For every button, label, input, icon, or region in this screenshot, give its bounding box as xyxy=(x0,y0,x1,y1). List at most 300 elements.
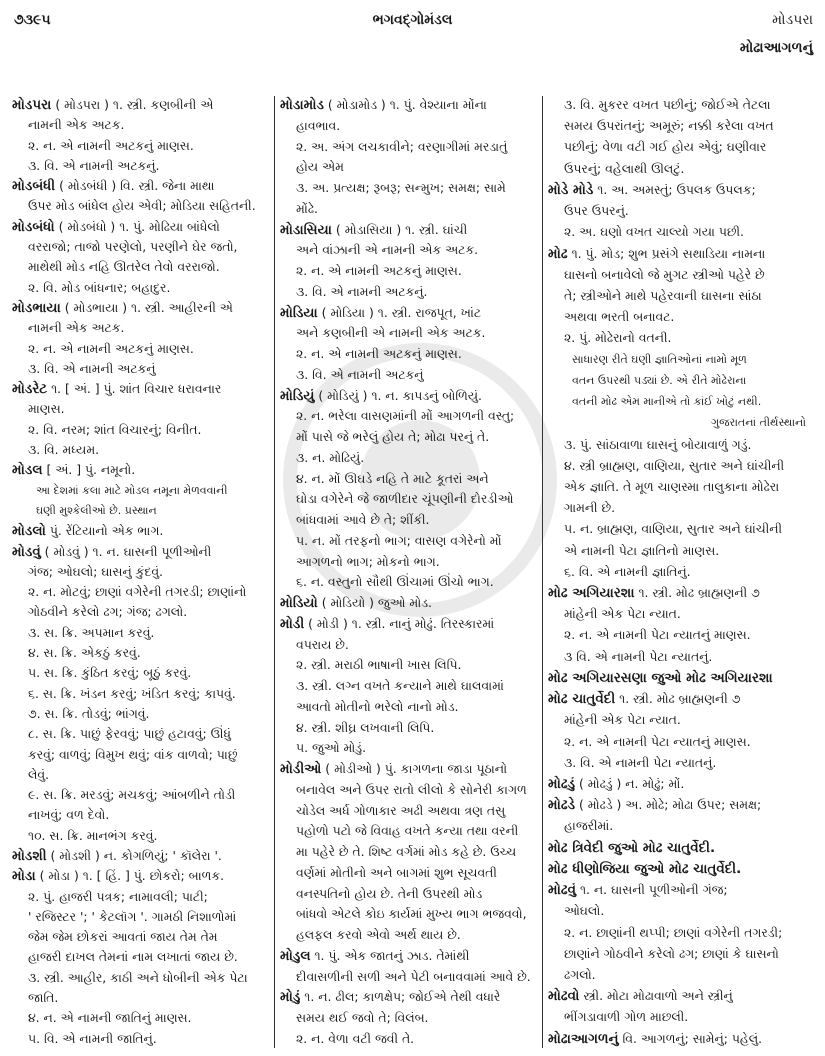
definition-text: ૨. ન. એ નામની અટકનું માણસ. xyxy=(28,137,194,153)
definition-text: કરવું; વાળવું; વિમુખ થવું; વાંક વાળવો; પાછું xyxy=(28,746,238,762)
definition-text: ( મોડબંધી ) વિ. સ્ત્રી. જેના માથા xyxy=(55,178,215,194)
entry-line xyxy=(548,308,816,326)
definition-text: ૨. પું. હાજરી પત્રક; નામાવલી; પાટી; xyxy=(28,888,208,904)
definition-text: ૧. સ્ત્રી. મોઢ બ્રાહ્મણની ૭ xyxy=(615,691,741,707)
headword: મોડુલ xyxy=(280,947,311,964)
definition-text: ૩. ન. મોઢિયું. xyxy=(296,449,365,465)
definition-text: હોય એમ xyxy=(296,159,344,175)
definition-text: ૩ વિ. એ નામની પેટા ન્યાતનું. xyxy=(564,648,713,664)
entry-line xyxy=(548,966,816,984)
definition-text: આ દેશમાં કલા માટે મોડલ નમૂના મેળવવાની xyxy=(36,483,228,497)
entry-headline xyxy=(280,594,538,612)
entry-line xyxy=(280,926,538,944)
column-3 xyxy=(548,96,816,1048)
entry-line xyxy=(548,902,816,920)
headword: મોડબંધી xyxy=(12,178,56,195)
entry-headline xyxy=(12,218,270,236)
definition-text: સમય ઉપરાંતનું; અમૂરું; નક્કી કરેલા વખત xyxy=(564,118,774,134)
entry-line xyxy=(12,441,270,459)
headword: મોડરેટ xyxy=(12,381,48,398)
guide-word-first: મોડપરા xyxy=(772,12,813,28)
entry-line xyxy=(12,725,270,743)
definition-text: ' રજિસ્ટર '; ' કેટલૉગ '. ગામઠી નિશાળોમાં xyxy=(28,908,237,924)
definition-text: ૨. ન. વેળા વટી જવી તે. xyxy=(296,1030,415,1046)
definition-text: ૩. સ્ત્રી. આહીર, કાઠી અને ધોબીની એક પેટા xyxy=(28,969,248,985)
entry-line xyxy=(548,733,816,751)
entry-line xyxy=(12,948,270,966)
definition-text: વતની મોઢ એમ માનીએ તો કાંઈ ખોટું નથી. xyxy=(572,395,762,409)
entry-line xyxy=(280,345,538,363)
definition-text: સ્ત્રી. મોટા મોઢાવાળો અને સ્ત્રીનું xyxy=(579,988,733,1004)
headword: મોડે મોડે xyxy=(548,181,594,198)
entry-line xyxy=(548,499,816,517)
entry-headline xyxy=(12,867,270,885)
entry-headline xyxy=(12,461,270,479)
definition-text: ૬. સ. ક્રિ. ખંડન કરવું; ખંડિત કરવું; કાપવું. xyxy=(28,685,236,701)
definition-text: ૭. સ. ક્રિ. તોડવું; ભાંગવું. xyxy=(28,705,150,721)
entry-line xyxy=(12,563,270,581)
headword: મોડવું xyxy=(12,543,41,560)
entry-line xyxy=(548,138,816,156)
entry-line xyxy=(12,340,270,358)
definition-text: ૪. સ્ત્રી બ્રાહ્મણ, વાણિયા, સુતાર અને ઘાંચીની xyxy=(564,457,785,473)
entry-line xyxy=(548,817,816,835)
headword: મોડિયું xyxy=(280,387,315,404)
column-divider xyxy=(542,96,543,1048)
headword: મોડલો xyxy=(12,523,46,540)
entry-line xyxy=(12,238,270,256)
entry-headline xyxy=(548,690,816,708)
entry-line xyxy=(548,160,816,178)
definition-text: ઢગલો. xyxy=(564,966,596,982)
entry-line xyxy=(548,711,816,729)
definition-text: માંહેની એક પેટા ન્યાત. xyxy=(564,712,681,728)
entry-line xyxy=(548,945,816,963)
entry-line xyxy=(12,400,270,418)
definition-text: નામની એક અટક. xyxy=(28,320,125,336)
guide-word-last: મોઢાઆગળનું xyxy=(739,40,813,56)
definition-text: ઘાસનો બનાવેલો જે મુગટ સ્ત્રીઓ પહેરે છે xyxy=(564,266,765,282)
headword: મોડલ xyxy=(12,462,43,479)
definition-text: ૧૦. સ. ક્રિ. માનભંગ કરવું. xyxy=(28,827,158,843)
entry-line xyxy=(280,283,538,301)
definition-text: બાંધવામાં આવે છે તે; શીંકી. xyxy=(296,512,430,527)
definition-text: ૩. વિ. મુકરર વખત પછીનું; જોઈએ તેટલા xyxy=(564,97,771,112)
entry-line xyxy=(12,664,270,682)
definition-text: દીવાસળીની સળી અને પેટી બનાવવામાં આવે છે. xyxy=(296,968,531,984)
definition-text: વનસ્પતિનો હોય છે. તેની ઉપરથી મોડ xyxy=(296,885,483,901)
definition-text: ૧. ન. ઘાસની પૂળીઓની ગંજ; xyxy=(576,882,728,898)
entry-headline xyxy=(548,860,816,878)
entry-headline xyxy=(12,96,270,114)
entry-line xyxy=(12,279,270,297)
entry-line xyxy=(12,989,270,1007)
entry-headline xyxy=(548,181,816,199)
headword: મોડિયો xyxy=(280,595,318,611)
entry-line xyxy=(280,511,538,529)
headword: મોઢ ધીણોજિયા જુઓ મોઢ ચાતુર્વેદી. xyxy=(548,860,742,877)
definition-text: ( મોઢડે ) અ. મોઢે; મોઢા ઉપર; સમક્ષ; xyxy=(575,797,762,813)
definition-text: મોંઢે. xyxy=(296,200,318,216)
entry-line xyxy=(280,1009,538,1027)
definition-text: ૧. [ અં. ] પું. શાંત વિચાર ધરાવનાર xyxy=(47,381,222,397)
definition-text: હાજરી દાખલ તેમનાં નામ લખાતાં જાય છે. xyxy=(28,949,238,965)
definition-text: બાંધવો એટલે કોઇ કાર્યમાં મુખ્ય ભાગ ભજવવો, xyxy=(296,906,527,922)
entry-line xyxy=(548,436,816,454)
headword: મોડબંધો xyxy=(12,218,55,235)
entry-headline xyxy=(12,847,270,865)
quotation-line xyxy=(548,351,816,369)
entry-line xyxy=(12,360,270,378)
entry-line xyxy=(548,754,816,772)
entry-line xyxy=(12,766,270,784)
definition-text: ૧. સ્ત્રી. મોઢ બ્રાહ્મણની ૭ xyxy=(634,585,760,601)
entry-line xyxy=(12,137,270,155)
definition-text: ઘોડા વગેરેને જે જાળીદાર ચૂંપણીની દોરડીઓ xyxy=(296,491,514,507)
definition-text: ૬. વિ. એ નામની જ્ઞાતિનું. xyxy=(564,563,691,579)
entry-line xyxy=(12,197,270,215)
entry-headline xyxy=(12,177,270,195)
definition-text: ૫. સ. ક્રિ. કુંઠિત કરવું; બૂઠું કરવું. xyxy=(28,665,192,681)
definition-text: ઉપરનું; વહેલાથી ઊલટું. xyxy=(564,160,685,176)
headword: મોડીઓ xyxy=(280,761,322,777)
definition-text: હાજરીમાં. xyxy=(564,818,614,834)
entry-line xyxy=(280,407,538,425)
definition-text: ૫. ન. બ્રાહ્મણ, વાણિયા, સુતાર અને ઘાંચીની xyxy=(564,521,783,537)
definition-text: ( મોડભાયા ) ૧. સ્ત્રી. આહીરની એ xyxy=(60,299,233,315)
definition-text: ૩. પું. સાંઠાવાળા ઘાસનું બોયાવાળું ગડું. xyxy=(564,436,752,452)
definition-text: ૨. ન. એ નામની પેટા ન્યાતનું માણસ. xyxy=(564,627,751,643)
definition-text: ચોડેલ અર્ધ ગોળાકાર અઢી અથવા ત્રણ તસુ xyxy=(296,802,506,818)
definition-text: ગોઠવીને કરેલો ઢગ; ગંજ; ઢગલો. xyxy=(28,604,188,620)
entry-headline xyxy=(280,387,538,405)
definition-text: આગળનો ભાગ; મોકનો ભાગ. xyxy=(296,553,440,569)
definition-text: ૩. વિ. એ નામની અટકનું xyxy=(28,360,156,376)
entry-line xyxy=(280,843,538,861)
definition-text: ( મોડાસિયા ) ૧. સ્ત્રી. ઘાંચી xyxy=(331,221,468,237)
entry-line xyxy=(280,366,538,384)
definition-text: મોં પાસે જે ભરેલું હોય તે; મોઢા પરનું તે. xyxy=(296,429,490,444)
entry-headline xyxy=(548,839,816,857)
entry-line xyxy=(12,1009,270,1027)
entry-line xyxy=(280,781,538,799)
headword: મોઢ xyxy=(548,245,568,262)
definition-text: માંહેની એક પેટા ન્યાત. xyxy=(564,606,681,622)
entry-line xyxy=(548,457,816,475)
definition-text: ૨. ન. છાણાંની થપ્પી; છાણાં વગેરેની તગરડી; xyxy=(564,924,783,940)
entry-line xyxy=(280,158,538,176)
entry-headline xyxy=(548,584,816,602)
entry-line xyxy=(280,905,538,923)
headword: મોઢડે xyxy=(548,797,576,814)
definition-text: ( મોડી ) ૧. સ્ત્રી. નાનું મોઢું. તિરસ્કારમાં xyxy=(304,615,495,631)
definition-text: ૨. વિ. મોડ બાંધનાર; બહાદુર. xyxy=(28,279,171,295)
definition-text: ૮. સ. ક્રિ. પાછું ફેરવવું; પાછું હટાવવું; ઊંધું xyxy=(28,726,231,742)
definition-text: નામની એક અટક. xyxy=(28,117,125,133)
headword: મોઢ ચાતુર્વેદી xyxy=(548,691,616,708)
definition-text: અથવા ભરતી બનાવટ. xyxy=(564,309,675,325)
definition-text: સમય થઈ જવો તે; વિલંબ. xyxy=(296,1010,429,1025)
entry-line xyxy=(280,490,538,508)
quotation-line xyxy=(548,372,816,390)
definition-text: ઉપર ઉપરનું. xyxy=(564,203,629,219)
definition-text: ૨. ન. ભરેલા વાસણમાંની મોં આગળની વસ્તુ; xyxy=(296,408,515,424)
entry-line xyxy=(280,864,538,882)
headword: મોઢ અગિયારસણા જુઓ મોઢ અગિયારશા xyxy=(548,669,773,686)
definition-text: ઓઘલો. xyxy=(564,903,605,919)
definition-text: મા પહેરે છે તે. શિષ્ટ વર્ગમાં મોડ કહે છે. ઉચ્ચ xyxy=(296,844,517,859)
definition-text: ૯. સ. ક્રિ. મરડવું; મચકવું; આંબળીને તોડી xyxy=(28,787,236,803)
entry-line xyxy=(548,96,816,114)
entry-line xyxy=(548,117,816,135)
definition-text: ૨. સ્ત્રી. મરાઠી ભાષાની ખાસ લિપિ. xyxy=(296,657,462,673)
headword: મોડશી xyxy=(12,847,47,864)
entry-line xyxy=(548,329,816,347)
definition-text: [ અં. ] પું. નમૂનો. xyxy=(42,462,136,478)
definition-text: ૧. પું. એક જાતનું ઝાડ. તેમાંથી xyxy=(310,947,470,963)
definition-text: આવતો મોતીનો ભરેલો નાનો મોડ. xyxy=(296,698,459,714)
entry-headline xyxy=(280,615,538,633)
entry-headline xyxy=(12,299,270,317)
entry-line xyxy=(280,553,538,571)
entry-line xyxy=(280,1030,538,1048)
entry-line xyxy=(280,968,538,986)
entry-line xyxy=(12,258,270,276)
definition-text: ( મોડશી ) ન. કોગળિયું; ' કૉલેરા '. xyxy=(46,847,222,863)
entry-line xyxy=(548,924,816,942)
definition-text: અને કણબીની એ નામની એક અટક. xyxy=(296,325,486,341)
definition-text: ૨. ન. એ નામની પેટા ન્યાતનું માણસ. xyxy=(564,733,751,749)
definition-text: એ નામની પેટા જ્ઞાતિનો માણસ. xyxy=(564,542,720,558)
definition-text: જેમ જેમ છોકરાં આવતાં જાય તેમ તેમ xyxy=(28,929,218,945)
entry-headline xyxy=(548,669,816,687)
entry-line xyxy=(280,262,538,280)
definition-text: અને વાંઝાની એ નામની એક અટક. xyxy=(296,242,479,258)
definition-text: ૧. ન. ઢીલ; કાળક્ષેપ; જોઈએ તેથી વધારે xyxy=(300,989,501,1005)
definition-text: ૪. સ્ત્રી. શીઘ્ર લખવાની લિપિ. xyxy=(296,719,435,735)
entry-line xyxy=(12,624,270,642)
entry-headline xyxy=(548,775,816,793)
entry-line xyxy=(280,324,538,342)
entry-line xyxy=(12,644,270,662)
definition-text: પું. રેંટિયાનો એક ભાગ. xyxy=(45,523,164,539)
definition-text: ૪. ન. મોં ઊઘડે નહિ તે માટે કૂતરાં અને xyxy=(296,470,489,486)
entry-line xyxy=(548,266,816,284)
definition-text: ૨. ન. મોટવું; છાણાં વગેરેની તગરડી; છાણાંનો xyxy=(28,584,247,600)
headword: મોડિયા xyxy=(280,304,318,321)
definition-text: બનાવેલ અને ઉપર રાતો લીલો કે સોનેરી કાગળ xyxy=(296,781,527,797)
quotation-line xyxy=(548,393,816,411)
definition-text: ૩. અ. પ્રત્યક્ષ; રૂબરૂ; સન્મુખ; સમક્ષ; સામે xyxy=(296,180,506,195)
entry-line xyxy=(12,969,270,987)
headword: મોઢ ત્રિવેદી જુઓ મોઢ ચાતુર્વેદી. xyxy=(548,839,716,856)
entry-line xyxy=(548,223,816,241)
entry-line xyxy=(12,319,270,337)
definition-text: ઘણી મુશ્કેલીઓ છે. પ્રસ્થાન xyxy=(36,503,157,517)
definition-text: ( મોડિયા ) ૧. સ્ત્રી. રાજપૂત, ખાંટ xyxy=(317,304,482,320)
entry-line xyxy=(280,200,538,218)
definition-text: હલફલ કરવો એવો અર્થ થાય છે. xyxy=(296,927,461,942)
entry-headline xyxy=(548,245,816,263)
column-1 xyxy=(12,96,270,1048)
entry-headline xyxy=(280,947,538,965)
entry-line xyxy=(548,626,816,644)
entry-line xyxy=(548,605,816,623)
definition-text: ૪. સ. ક્રિ. એકઠું કરવું. xyxy=(28,645,141,661)
definition-text: ૫. જુઓ મોડું. xyxy=(296,740,367,756)
entry-line xyxy=(12,421,270,439)
headword: મોડું xyxy=(280,989,301,1006)
definition-text: ( મોડબંધો ) ૧. પું. મોઢિયા બાંધેલો xyxy=(54,218,220,234)
entry-line xyxy=(548,202,816,220)
entry-line xyxy=(548,1008,816,1026)
definition-text: ૨. ન. એ નામની અટકનું માણસ. xyxy=(28,340,194,356)
headword: મોઢાઆગળનું xyxy=(548,1030,619,1047)
headword: મોઢવું xyxy=(548,882,577,899)
headword: મોઢ અગિયારશા xyxy=(548,585,635,602)
definition-text: ૩. સ. ક્રિ. અપમાન કરવું. xyxy=(28,624,155,640)
entry-line xyxy=(12,685,270,703)
definition-text: ૩. વિ. એ નામની અટકનું. xyxy=(28,157,160,173)
entry-headline xyxy=(12,543,270,561)
entry-headline xyxy=(548,987,816,1005)
entry-line xyxy=(548,542,816,560)
definition-text: ઉપર મોડ બાંધેલ હોય એવી; મોડિયા સહિતની. xyxy=(28,198,256,214)
headword: મોડભાયા xyxy=(12,299,61,316)
entry-headline xyxy=(12,380,270,398)
entry-line xyxy=(280,636,538,654)
definition-text: ૨. અ. અંગ લચકાવીને; વરણાગીમાં મરડાતું xyxy=(296,138,508,154)
definition-text: ( મોડિયું ) ૧. ન. કાપડનું બોળિયું. xyxy=(314,387,482,403)
definition-text: જાતિ. xyxy=(28,990,59,1006)
definition-text: પછીનું; વેળા વટી ગઈ હોય એવું; ઘણીવાર xyxy=(564,139,767,155)
definition-text: તે; સ્ત્રીઓને માથે પહેરવાની ઘાસના સાંઠા xyxy=(564,287,762,303)
definition-text: ( મોડામોડ ) ૧. પું. વેશ્યાના મોંના xyxy=(323,97,487,112)
entry-headline xyxy=(548,881,816,899)
entry-headline xyxy=(548,796,816,814)
entry-line xyxy=(548,287,816,305)
entry-line xyxy=(280,677,538,695)
definition-text: ૨. ન. એ નામની અટકનું માણસ. xyxy=(296,346,462,361)
entry-line xyxy=(12,157,270,175)
definition-text: ગામની છે. xyxy=(564,500,616,516)
entry-line xyxy=(12,1030,270,1048)
definition-text: ૪. ન. એ નામની જાતિનું માણસ. xyxy=(28,1010,192,1026)
definition-text: લેવું. xyxy=(28,766,50,782)
definition-text: વપરાય છે. xyxy=(296,636,349,652)
definition-text: ( મોડીઓ ) પું. કાગળના જાડા પૂઠાનો xyxy=(321,761,508,776)
entry-line xyxy=(280,428,538,446)
definition-text: ૧. પું. મોડ; શુભ પ્રસંગે સથાડિયા નામના xyxy=(567,245,766,261)
headword: મોડાસિયા xyxy=(280,221,332,238)
entry-line xyxy=(12,786,270,804)
entry-line xyxy=(548,648,816,666)
definition-text: ૩. વિ. એ નામની પેટા ન્યાતનું. xyxy=(564,754,717,770)
definition-text: ૩. વિ. એ નામની અટકનું xyxy=(296,366,424,382)
definition-text: પહોળો પટો જે વિવાહ વખતે કન્યા તથા વરની xyxy=(296,823,519,839)
definition-text: વરરાજો; તાજો પરણેલો, પરણીને ઘેર જતો, xyxy=(28,239,238,255)
definition-text: માણસ. xyxy=(28,401,65,417)
entry-line xyxy=(280,179,538,197)
definition-text: ભીંગડાવાળી ગોળ માછલી. xyxy=(564,1009,689,1025)
entry-line xyxy=(12,908,270,926)
definition-text: ( મોડિયો ) જુઓ મોડ. xyxy=(317,595,432,610)
definition-text: ગંજ; ઓઘલો; ઘાસનું કુંદવું. xyxy=(28,563,163,579)
entry-headline xyxy=(280,304,538,322)
quotation-line xyxy=(12,502,270,520)
entry-line xyxy=(280,138,538,156)
column-divider xyxy=(274,96,275,1048)
definition-text: એક જ્ઞાતિ. તે મૂળ ચાણસ્મા તાલુકાના મોઢેરા xyxy=(564,478,780,494)
entry-line xyxy=(280,885,538,903)
entry-line xyxy=(280,822,538,840)
definition-text: માથેથી મોડ નહિ ઊતરેલ તેવો વરરાજો. xyxy=(28,259,220,275)
entry-line xyxy=(12,928,270,946)
entry-line xyxy=(12,746,270,764)
definition-text: ૨. પું. મોઢેરાનો વતની. xyxy=(564,330,672,346)
entry-headline xyxy=(280,221,538,239)
headword: મોડા xyxy=(12,868,36,885)
entry-line xyxy=(12,603,270,621)
entry-headline xyxy=(280,988,538,1006)
definition-text: ગુજરાતનાં તીર્થસ્થાનો xyxy=(711,416,806,430)
entry-headline xyxy=(280,96,538,114)
entry-line xyxy=(280,532,538,550)
definition-text: વિ. આગળનું; સામેનું; પહેલું. xyxy=(618,1030,763,1046)
definition-text: ૨. ન. એ નામની અટકનું માણસ. xyxy=(296,263,462,278)
entry-line xyxy=(548,478,816,496)
definition-text: ૫. વિ. એ નામની જાતિનું. xyxy=(28,1030,157,1046)
entry-line xyxy=(12,705,270,723)
definition-text: છાણાંને ગોઠવીને કરેલો ઢગ; છાણાં કે ઘાસનો xyxy=(564,945,779,961)
definition-text: ( મોડવું ) ૧. ન. ઘાસની પૂળીઓની xyxy=(40,543,212,559)
definition-text: ( મોડપરા ) ૧. સ્ત્રી. કણબીની એ xyxy=(51,97,214,112)
entry-line xyxy=(280,449,538,467)
entry-line xyxy=(280,117,538,135)
column-2 xyxy=(280,96,538,1048)
definition-text: ૩. સ્ત્રી. લગ્ન વખતે કન્યાને માથે ઘાલવામાં xyxy=(296,678,504,693)
headword: મોડામોડ xyxy=(280,97,324,113)
definition-text: ૬. ન. વસ્તુનો સૌથી ઊંચામાં ઊંચો ભાગ. xyxy=(296,574,494,590)
entry-headline xyxy=(12,522,270,540)
entry-line xyxy=(280,573,538,591)
definition-text: ૫. ન. મોં તરફનો ભાગ; વાસણ વગેરેનો મોં xyxy=(296,532,502,548)
entry-line xyxy=(280,698,538,716)
entry-line xyxy=(280,719,538,737)
entry-line xyxy=(280,656,538,674)
definition-text: ૨. વિ. નરમ; શાંત વિચારનું; વિનીત. xyxy=(28,421,202,437)
quotation-source xyxy=(548,414,816,432)
page-number: ૭૩૯૫ xyxy=(14,12,51,28)
definition-text: નાખવું; વળ દેવો. xyxy=(28,807,110,823)
definition-text: ( મોડા ) ૧. [ હિં. ] પું. છોકરો; બાળક. xyxy=(35,868,225,884)
definition-text: વતન ઉપરથી પડ્યાં છે. એ રીતે મોઢેરાના xyxy=(572,373,747,387)
entry-headline xyxy=(280,760,538,778)
definition-text: ૧. અ. અમસ્તું; ઉપલક ઉપલક; xyxy=(593,181,756,197)
definition-text: ( મોઢડું ) ન. મોઢું; મોં. xyxy=(575,776,685,791)
definition-text: ૩. વિ. મધ્યમ. xyxy=(28,442,100,458)
definition-text: વર્ણમાં મોતીનો અને બાગમાં શુભ સૂચવતી xyxy=(296,864,497,880)
entry-line xyxy=(280,470,538,488)
page-title: ભગવદ્ગોમંડલ xyxy=(372,12,453,28)
entry-line xyxy=(12,583,270,601)
headword: મોઢડું xyxy=(548,776,576,792)
entry-headline xyxy=(548,1030,816,1048)
entry-line xyxy=(280,241,538,259)
entry-line xyxy=(548,563,816,581)
entry-line xyxy=(12,806,270,824)
entry-line xyxy=(280,802,538,820)
